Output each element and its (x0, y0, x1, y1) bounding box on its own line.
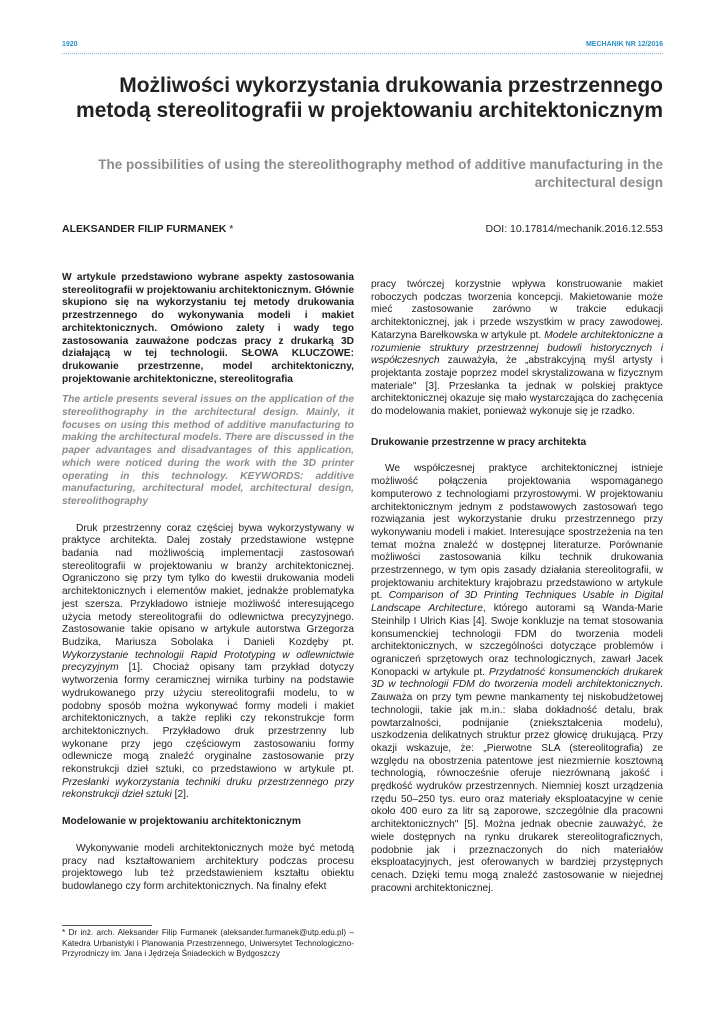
right-column (371, 279, 663, 895)
keywords-polish: SŁOWA KLUCZOWE: drukowanie przestrzenne, model architektoniczny, projektowanie architektoniczne, stereolitografia (62, 348, 354, 385)
intro-paragraph (62, 523, 354, 802)
footnote: * Dr inż. arch. Aleksander Filip Furmanek (aleksander.furmanek@utp.edu.pl) – Katedra Urbanistyki i Planowania Przestrzennego, Uniwersytet Technologiczno-Przyrodniczy im. Jana i Jędrzeja Śniadeckich w Bydgoszczy (62, 928, 354, 959)
text-run: [1]. Chociaż opisany tam przykład dotyczy wytworzenia formy ceramicznej wirnika turbiny na podstawie wydrukowanego przy użyciu stereolitografii modelu, to w podobny sposób można wykonywać formy modeli i makiet architektonicznych, a także repliki czy rekonstrukcje form architektonicznych. Przykładowo druk przestrzenny lub wykonane przy jego częściowym zastosowaniu formy odlewnicze mogą znaleźć oryginalne zastosowanie przy rekonstrukcji dzieł sztuki, co przedstawiono w artykule pt. (62, 662, 354, 776)
keywords-english: KEYWORDS: additive manufacturing, architectural model, architectural design, stereolithography (62, 470, 354, 507)
text-run: , którego autorami są Wanda-Marie Steinhilp I Ulrich Kias [4]. Swoje konkluzje na temat stosowania konsumenckiej technologii FDM do tworzenia modeli architektonicznych, w szczególności dotyczące problemów i ograniczeń sprzętowych oraz technologicznych, zawarł Jacek Konopacki w artykule pt. (371, 603, 664, 678)
text-run: zauważyła, że „abstrakcyjną myśl artysty i projektanta zostaje poprzez model skrystalizowana w fizycznym materiale" [3]. Przesłanka ta jednak w polskiej praktyce architektonicznej okazuje się mało wystarczająca do zachęcenia do modelowania makiet, ponieważ wykonuje się je rzadko. (371, 355, 663, 418)
title-polish: Możliwości wykorzystania drukowania przestrzennego metodą stereolitografii w projektowaniu architektonicznym (76, 74, 663, 122)
section-heading-printing: Drukowanie przestrzenne w pracy architekta (371, 436, 587, 448)
abstract-polish (62, 272, 354, 386)
cited-title: Przydatność konsumenckich drukarek 3D w technologii FDM do tworzenia modeli architektonicznych (371, 666, 663, 691)
text-run: Druk przestrzenny coraz częściej bywa wykorzystywany w praktyce architekta. Dalej zostały przedstawione wstępne badania nad możliwością implementacji zastosowań stereolitografii w projektowaniu w branży architektonicznej. Ograniczono się przy tym tylko do kwestii drukowania modeli architektonicznych i elementów makiet, jednakże problematyka jest szersza. Przykładowo istnieje możliwość interesującego użycia metody stereolitografii do odlewnictwa precyzyjnego. Zastosowanie takie opisano w artykule autorstwa Grzegorza Budzika, Mariusza Sobolaka i Danieli Kozdęby pt. (62, 522, 354, 648)
cited-title: Modele architektoniczne a rozumienie struktury przestrzennej budowli historycznych i współczesnych (371, 329, 663, 367)
author-mark: * (229, 223, 234, 235)
author-line (62, 223, 233, 235)
text-run: [2]. (171, 789, 189, 801)
doi: DOI: 10.17814/mechanik.2016.12.553 (485, 223, 663, 235)
left-column (62, 272, 354, 894)
text-run: . Zauważa on przy tym pewne mankamenty tej niskobudżetowej technologii, takie jak m.in.: słaba dokładność detalu, brak powtarzalności, podnijanie (zniekształcenia modelu), uszkodzenia delikatnych struktur przez głowicę drukującą. Przy okazji wskazuje, że: „Pierwotne SLA (stereolitografia) ze względu na obostrzenia patentowe jest niezmiernie kosztowną technologią, równocześnie oferuje niezrównaną jakość i prędkość wydruków przestrzennych. Niemniej koszt urządzenia rzędu 50–250 tys. euro oraz materiały eksploatacyjne w cenie około 400 euro za litr są zaporowe, szczególnie dla pracowni architektonicznych" [5]. Można jednak obecnie zauważyć, że wiele dostępnych na rynku drukarek stereolitograficznych, podobnie jak i przeznaczonych do nich materiałów eksploatacyjnych, jest oferowanych w bardziej przystępnych cenach. Dzięki temu mogą znaleźć zastosowanie w niejednej pracowni architektonicznej. (371, 679, 663, 894)
text-run: pracy twórczej korzystnie wpływa konstruowanie makiet roboczych podczas tworzenia koncepcji. Makietowanie może mieć zastosowanie zarówno w trakcie edukacji architektonicznej, jak i przede wszystkim w pracy zawodowej. Katarzyna Barełkowska w artykule pt. (371, 279, 663, 341)
section-heading-modelling: Modelowanie w projektowaniu architektonicznym (62, 816, 301, 828)
header-page-number: 1920 (62, 41, 78, 48)
cited-title: Wykorzystanie technologii Rapid Prototyping w odlewnictwie precyzyjnym (62, 649, 354, 674)
header-divider (62, 53, 663, 55)
abstract-english (62, 394, 354, 508)
cited-title: Przesłanki wykorzystania techniki druku przestrzennego przy rekonstrukcji dzieł sztuki (62, 776, 354, 801)
text-run: We współczesnej praktyce architektonicznej istnieje możliwość połączenia projektowania wspomaganego komputerowo z technologiami przyrostowymi. W projektowaniu architektonicznym jednym z podstawowych zastosowań tego rozwiązania jest wykorzystanie druku przestrzennego przy wykonywaniu modeli i makiet. Interesujące spostrzeżenia na ten temat można znaleźć w dostępnej literaturze. Porównanie możliwości zastosowania kilku technik drukowania przestrzennego, w tym opis zasady działania stereolitografii, w projektowaniu architektury krajobrazu przedstawiono w artykule pt. (371, 463, 663, 602)
author-name: ALEKSANDER FILIP FURMANEK (62, 223, 227, 235)
cited-title: Comparison of 3D Printing Techniques Usable in Digital Landscape Architecture (371, 590, 663, 615)
abstract-english-text: The article presents several issues on the application of the stereolithography in the architectural design. Mainly, it focuses on using this method of additive manufacturing to making the architectural models. There are discussed in the paper advantages and disadvantages of this application, which were noticed during the work with the 3D printer operating in this technology. (62, 394, 354, 482)
footnote-divider (62, 925, 152, 926)
title-english: The possibilities of using the stereolithography method of additive manufacturing in the architectural design (98, 157, 663, 190)
printing-paragraph (371, 463, 663, 895)
modelling-paragraph: Wykonywanie modeli architektonicznych może być metodą pracy nad kształtowaniem architektury podczas procesu projektowego lub też przedstawieniem kształtu obiektu budowlanego czy form architektonicznych. Na finalny efekt (62, 842, 354, 892)
header-journal: MECHANIK NR 12/2016 (585, 41, 663, 48)
abstract-polish-text: W artykule przedstawiono wybrane aspekty zastosowania stereolitografii w projektowaniu architektonicznym. Głównie skupiono się na wykorzystaniu tej metody drukowania przestrzennego do wykonywania modeli i makiet architektonicznych. Omówiono zalety i wady tego zastosowania zauważone podczas pracy z drukarką 3D działającą w tej technologii. (62, 272, 354, 360)
modelling-paragraph-continued (371, 279, 663, 419)
